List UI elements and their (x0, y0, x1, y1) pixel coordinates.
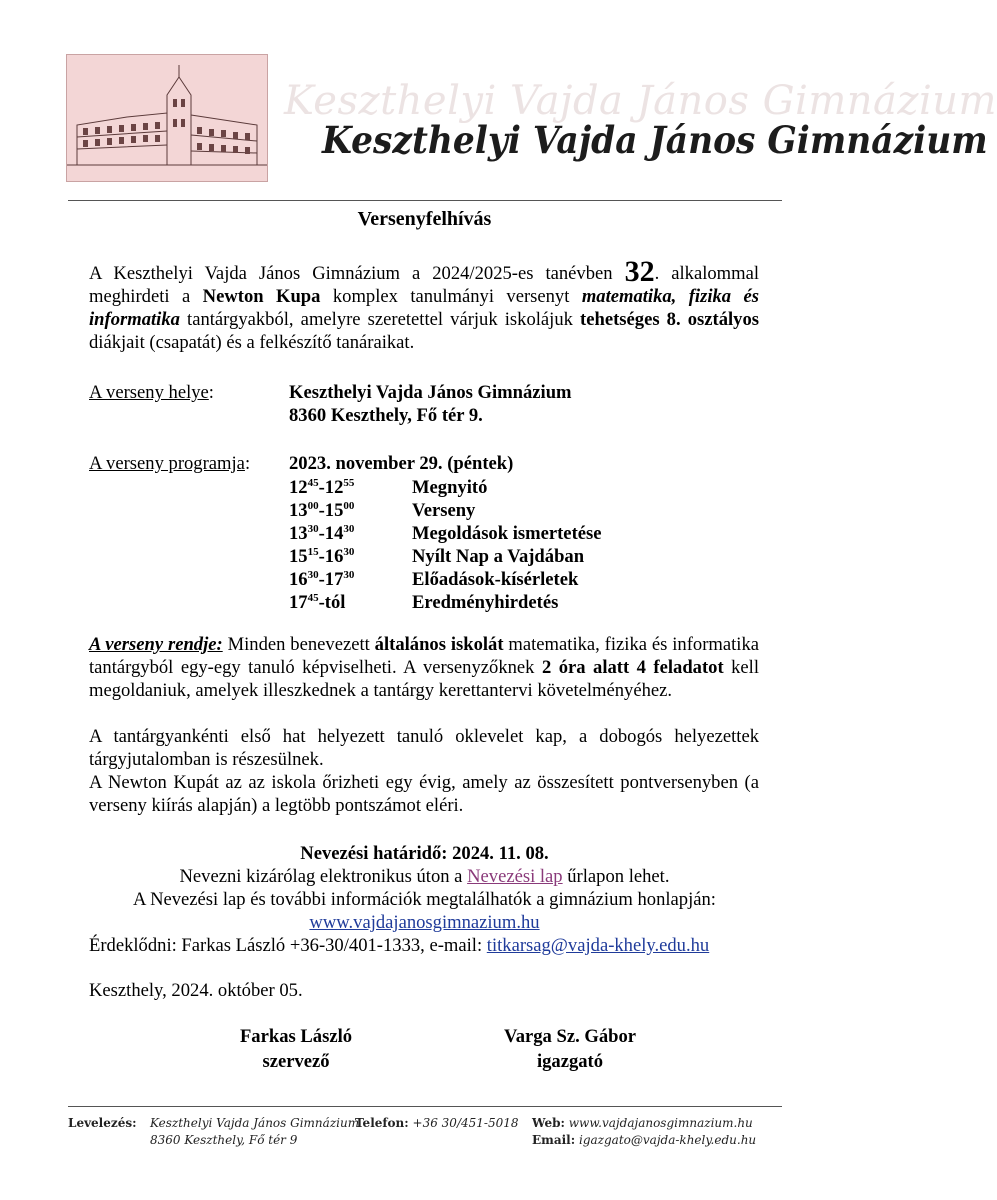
place-date: Keszthely, 2024. október 05. (89, 980, 303, 1001)
footer-divider (68, 1106, 782, 1107)
schedule-row (289, 568, 602, 591)
school-name-header: Keszthelyi Vajda János Gimnázium (322, 118, 988, 162)
footer-web: Web: www.vajdajanosgimnazium.hu (532, 1116, 753, 1130)
intro-text: tantárgyakból, amelyre szeretettel várjuk iskolájuk (179, 309, 581, 330)
registration-method (0, 865, 849, 888)
rules-paragraph (89, 633, 759, 702)
schedule-event: Verseny (412, 500, 476, 521)
target-audience: tehetséges 8. osztályos (580, 309, 759, 330)
program-date: 2023. november 29. (péntek) (289, 453, 514, 474)
signature-name: Varga Sz. Gábor (503, 1026, 637, 1047)
schedule-time: $12^{45}-12^{55}$ (289, 477, 355, 498)
header-divider (68, 200, 782, 201)
schedule-row (289, 499, 602, 522)
venue-address: 8360 Keszthely, Fő tér 9. (289, 405, 483, 426)
rules-text: matematika, fizika és informatika tantárgyból egy-egy tanuló képviselheti. A versenyzőknek (89, 634, 760, 678)
rules-text: Minden benevezett (222, 634, 375, 655)
subjects: matematika, fizika és informatika (89, 286, 759, 330)
registration-text: űrlapon lehet. (562, 866, 670, 887)
prizes-paragraph: A tantárgyankénti első hat helyezett tanuló oklevelet kap, a dobogós helyezettek tárgyjutalomban is részesülnek. (89, 726, 759, 770)
signature-principal (470, 1024, 670, 1074)
school-building-icon (67, 55, 267, 181)
schedule-row (289, 476, 602, 499)
signature-organizer (196, 1024, 396, 1074)
registration-deadline: Nevezési határidő: 2024. 11. 08. (300, 843, 549, 864)
schedule-row (289, 522, 602, 545)
registration-form-link[interactable]: Nevezési lap (467, 866, 563, 887)
schedule-time: $16^{30}-17^{30}$ (289, 569, 355, 590)
program-label (89, 453, 250, 475)
header-watermark: Keszthelyi Vajda János Gimnázium (284, 78, 997, 124)
rules-task: 2 óra alatt 4 feladatot (541, 657, 724, 678)
venue-label-text: A verseny helye (89, 382, 209, 403)
page-title: Versenyfelhívás (357, 208, 492, 230)
signature-name: Farkas László (239, 1026, 353, 1047)
schedule-row (289, 545, 602, 568)
rules-school: általános iskolát (374, 634, 504, 655)
footer-email: Email: igazgato@vajda-khely.edu.hu (532, 1133, 757, 1147)
schedule-time: $17^{45}$-tól (289, 592, 346, 613)
intro-text: . alkalommal meghirdeti a (89, 263, 759, 307)
intro-text: komplex tanulmányi versenyt (320, 286, 582, 307)
schedule-time: $13^{30}-14^{30}$ (289, 523, 355, 544)
intro-text: A Keszthelyi Vajda János Gimnázium a 2024/2025-es tanévben (89, 263, 625, 284)
registration-info: A Nevezési lap és további információk megtalálhatók a gimnázium honlapján: (133, 889, 716, 910)
venue-name: Keszthelyi Vajda János Gimnázium (289, 382, 572, 403)
schedule-event: Előadások-kísérletek (412, 569, 579, 590)
schedule-time: $15^{15}-16^{30}$ (289, 546, 355, 567)
venue-label (89, 382, 214, 404)
contact-email-link[interactable]: titkarsag@vajda-khely.edu.hu (486, 935, 710, 956)
footer-mail-address: 8360 Keszthely, Fő tér 9 (150, 1133, 298, 1147)
registration-text: Nevezni kizárólag elektronikus úton a (179, 866, 468, 887)
footer-mail-name: Keszthelyi Vajda János Gimnázium (150, 1116, 360, 1130)
website-link[interactable]: www.vajdajanosgimnazium.hu (309, 912, 540, 933)
schedule-event: Megnyitó (412, 477, 488, 498)
contact-text: Érdeklődni: Farkas László +36-30/401-1333, e-mail: (89, 935, 487, 956)
intro-paragraph (89, 255, 759, 354)
intro-text: diákjait (csapatát) és a felkészítő tanáraikat. (89, 332, 415, 353)
cup-name: Newton Kupa (202, 286, 321, 307)
program-label-text: A verseny programja (89, 453, 245, 474)
program-label-colon: : (244, 453, 251, 474)
signature-role: szervező (262, 1051, 330, 1072)
cup-paragraph: A Newton Kupát az az iskola őrizheti egy évig, amely az összesített pontversenyben (a verseny kiírás alapján) a legtöbb pontszámot eléri. (89, 772, 759, 816)
venue-label-colon: : (208, 382, 214, 403)
footer-mail-label: Levelezés: (68, 1116, 137, 1130)
contact-line (89, 934, 709, 957)
schedule-event: Megoldások ismertetése (412, 523, 602, 544)
edition-number: 32 (624, 255, 655, 288)
signature-role: igazgató (536, 1051, 604, 1072)
rules-text: kell megoldaniuk, amelyek illeszkednek a tantárgy kerettantervi követelményéhez. (89, 657, 760, 701)
schedule-row (289, 591, 602, 614)
footer-phone: Telefon: +36 30/451-5018 (355, 1116, 519, 1130)
program-schedule (289, 476, 602, 614)
schedule-event: Nyílt Nap a Vajdában (412, 546, 585, 567)
schedule-time: $13^{00}-15^{00}$ (289, 500, 355, 521)
schedule-event: Eredményhirdetés (412, 592, 559, 613)
school-logo (66, 54, 268, 182)
rules-label: A verseny rendje: (89, 634, 223, 655)
website-line (0, 911, 849, 934)
